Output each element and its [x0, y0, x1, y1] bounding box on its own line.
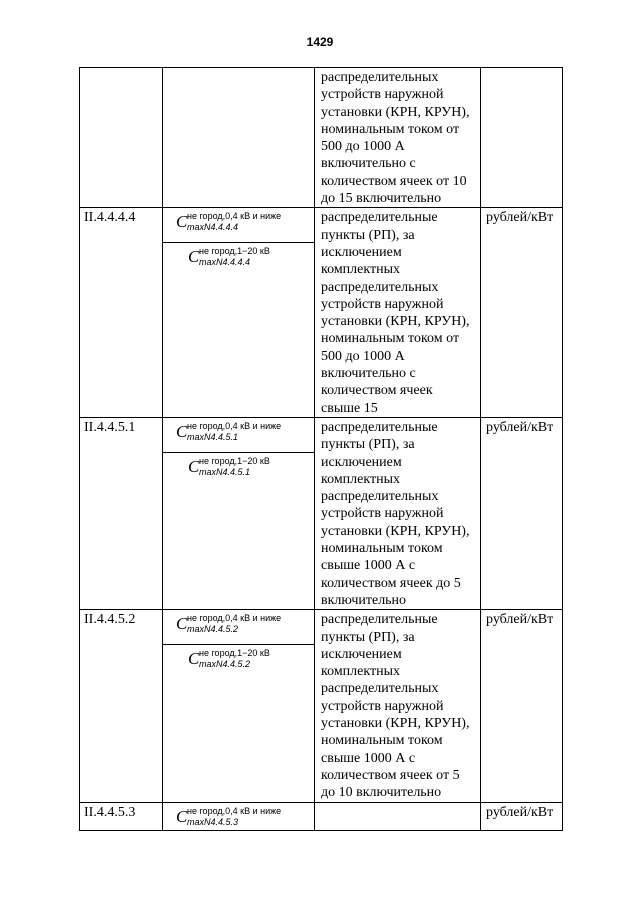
row-code [80, 68, 163, 208]
row-unit: рублей/кВт [481, 208, 563, 418]
formula-cell [163, 208, 315, 418]
formula-lv [163, 610, 314, 644]
formula-superscript: не город,0,4 кВ и ниже [187, 420, 282, 431]
formula-subscript: maxN4.4.5.1 [187, 431, 239, 442]
row-description [315, 803, 481, 831]
formula-symbol: C [188, 456, 200, 476]
formula-superscript: не город,0,4 кВ и ниже [187, 806, 282, 817]
formula-mv [163, 452, 314, 487]
formula-superscript: не город,1−20 кВ [199, 246, 270, 257]
page-number: 1429 [306, 35, 334, 49]
row-unit: рублей/кВт [481, 417, 563, 609]
row-unit [481, 68, 563, 208]
formula-symbol: C [176, 614, 188, 634]
row-description: распределительные пункты (РП), за исключением комплектных распределительных устройств наружной установки (КРН, КРУН), номинальным током от 500 до 1000 А включительно с количеством ячеек свыше 15 [315, 208, 481, 418]
row-code: II.4.4.5.2 [80, 610, 163, 803]
formula-cell [163, 610, 315, 803]
formula-mv [163, 242, 314, 277]
table-row [80, 610, 563, 803]
formula-subscript: maxN4.4.4.4 [187, 222, 239, 233]
formula-subscript: maxN4.4.4.4 [199, 257, 251, 268]
formula-lv [163, 418, 314, 452]
row-description: распределительные пункты (РП), за исключением комплектных распределительных устройств наружной установки (КРН, КРУН), номинальным током свыше 1000 А с количеством ячеек от 5 до 10 включительно [315, 610, 481, 803]
formula-symbol: C [188, 649, 200, 669]
formula-cell [163, 417, 315, 609]
table-row [80, 68, 563, 208]
formula-symbol: C [188, 247, 200, 267]
row-code: II.4.4.5.1 [80, 417, 163, 609]
tariff-table [79, 67, 563, 831]
formula-superscript: не город,0,4 кВ и ниже [187, 613, 282, 624]
formula-symbol: C [176, 807, 188, 827]
row-code: II.4.4.5.3 [80, 803, 163, 831]
formula-symbol: C [176, 421, 188, 441]
formula-mv [163, 644, 314, 679]
row-unit: рублей/кВт [481, 610, 563, 803]
formula-superscript: не город,1−20 кВ [199, 455, 270, 466]
formula-subscript: maxN4.4.5.3 [187, 817, 239, 828]
formula-cell [163, 68, 315, 208]
row-code: II.4.4.4.4 [80, 208, 163, 418]
table-row [80, 417, 563, 609]
row-description: распределительных устройств наружной установки (КРН, КРУН), номинальным током от 500 до 1000 А включительно с количеством ячеек от 10 до 15 включительно [315, 68, 481, 208]
formula-cell [163, 803, 315, 831]
formula-lv [163, 208, 314, 242]
formula-superscript: не город,0,4 кВ и ниже [187, 211, 282, 222]
formula-subscript: maxN4.4.5.1 [199, 466, 251, 477]
formula-symbol: C [176, 212, 188, 232]
table-row [80, 208, 563, 418]
row-unit: рублей/кВт [481, 803, 563, 831]
formula-lv [163, 803, 314, 829]
formula-superscript: не город,1−20 кВ [199, 648, 270, 659]
row-description: распределительные пункты (РП), за исключением комплектных распределительных устройств наружной установки (КРН, КРУН), номинальным током свыше 1000 А с количеством ячеек до 5 включительно [315, 417, 481, 609]
table-row [80, 803, 563, 831]
formula-subscript: maxN4.4.5.2 [187, 624, 239, 635]
formula-subscript: maxN4.4.5.2 [199, 659, 251, 670]
